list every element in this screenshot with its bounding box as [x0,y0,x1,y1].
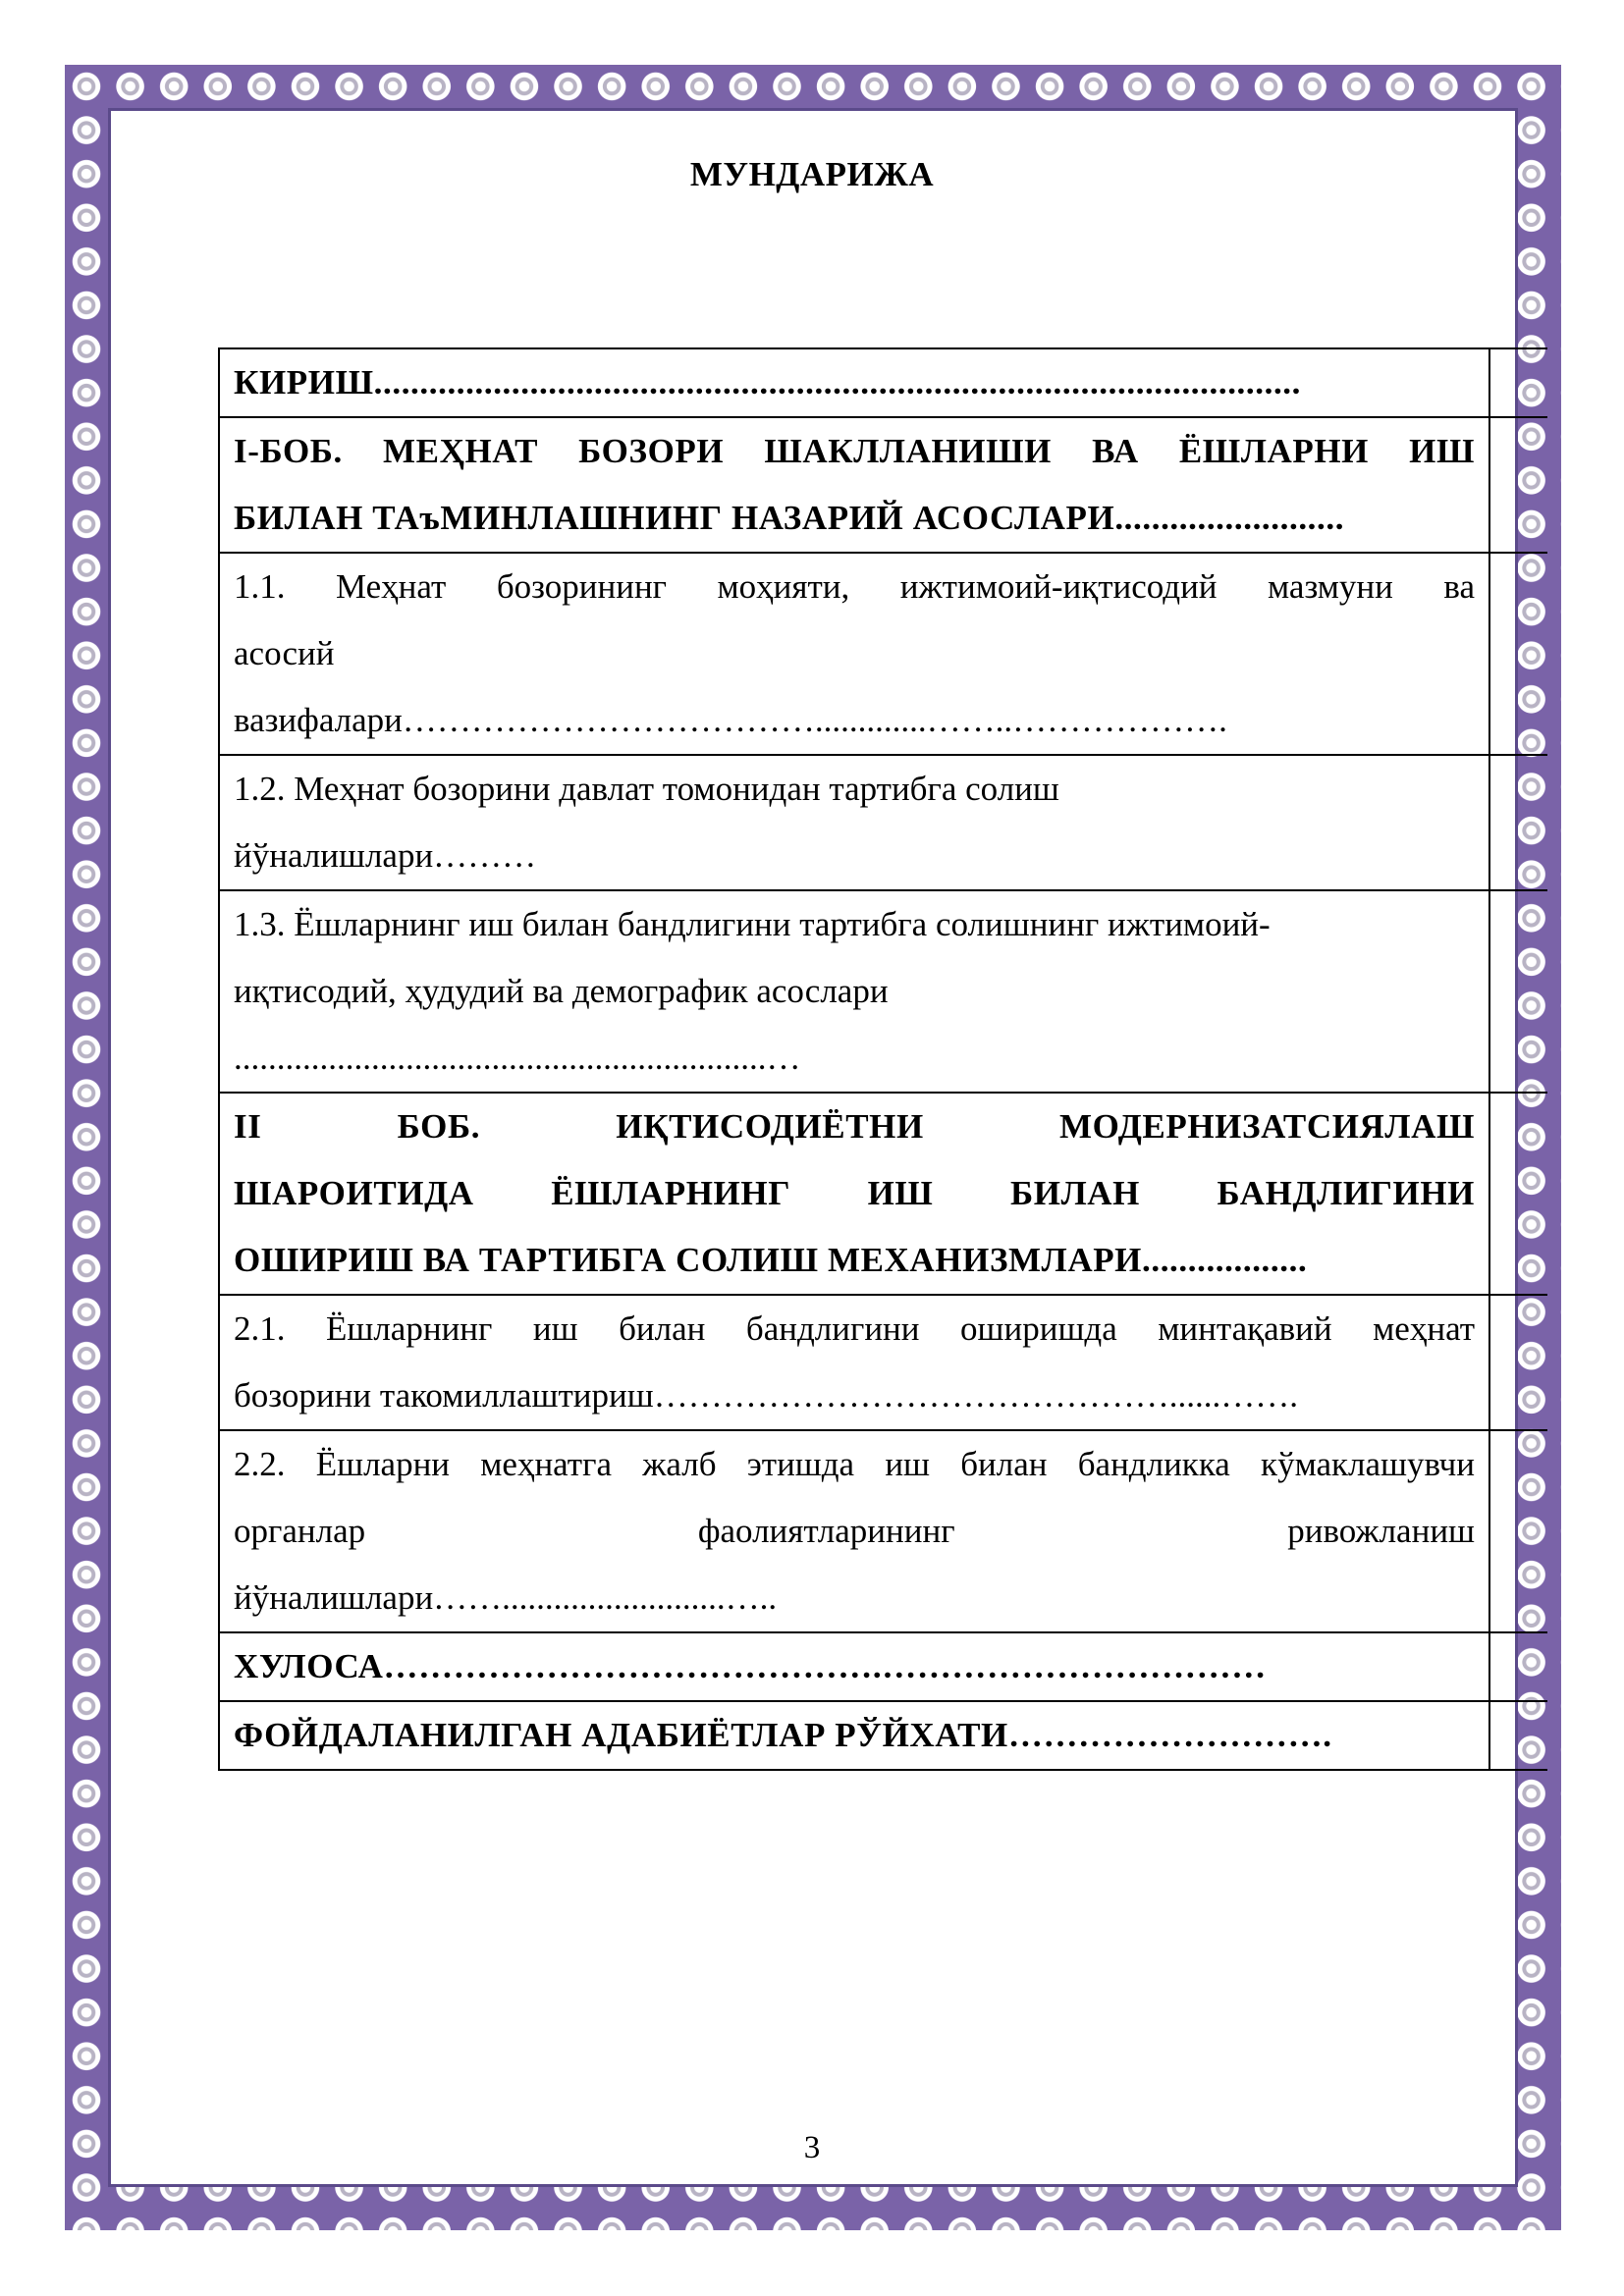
toc-line: 1.3. Ёшларнинг иш билан бандлигини тартибга солишнинг ижтимоий- [234,905,1271,943]
toc-line: БИЛАН ТАъМИНЛАШНИНГ НАЗАРИЙ АСОСЛАРИ......................... [234,499,1345,537]
toc-entry-section-1-2[interactable] [219,755,1489,890]
toc-entry-section-2-2[interactable] [219,1430,1489,1632]
toc-page-cell [1489,1295,1547,1430]
toc-row-section-1-2 [219,755,1547,890]
toc-line: вазифалари……………………………….............……..………………. [234,701,1227,739]
toc-line: 2.2. Ёшларни меҳнатга жалб этишда иш билан бандликка кўмаклашувчи [234,1445,1475,1483]
toc-line: ШАРОИТИДА ЁШЛАРНИНГ ИШ БИЛАН БАНДЛИГИНИ [234,1174,1475,1212]
toc-page-cell [1489,1430,1547,1632]
toc-line: йўналишлари……… [234,836,537,875]
toc-entry-section-2-1[interactable] [219,1295,1489,1430]
toc-page-cell [1489,1632,1547,1701]
toc-line: иқтисодий, ҳудудий ва демографик асослари [234,972,889,1010]
toc-row-section-1-3 [219,890,1547,1093]
toc-entry-chapter1[interactable] [219,417,1489,553]
toc-page-cell [1489,417,1547,553]
toc-page-cell [1489,755,1547,890]
toc-entry-intro[interactable]: КИРИШ..................................................................................................... [219,348,1489,417]
toc-line: 2.1. Ёшларнинг иш билан бандлигини оширишда минтақавий меҳнат [234,1309,1475,1348]
toc-line: ..............................................................… [234,1039,801,1077]
toc-line: II БОБ. ИҚТИСОДИЁТНИ МОДЕРНИЗАТСИЯЛАШ [234,1107,1475,1146]
toc-row-section-2-1 [219,1295,1547,1430]
toc-page-cell [1489,1701,1547,1770]
table-of-contents [218,347,1547,1771]
toc-line: ОШИРИШ ВА ТАРТИБГА СОЛИШ МЕХАНИЗМЛАРИ.................. [234,1241,1308,1279]
toc-line: 1.1. Меҳнат бозорининг моҳияти, ижтимоий-иқтисодий мазмуни ва [234,567,1475,606]
page-number: 3 [803,2130,821,2165]
toc-entry-chapter2[interactable] [219,1093,1489,1295]
toc-page-cell [1489,553,1547,755]
toc-row-section-1-1 [219,553,1547,755]
toc-line: органлар фаолиятларининг ривожланиш [234,1512,1475,1550]
toc-entry-references[interactable]: ФОЙДАЛАНИЛГАН АДАБИЁТЛАР РЎЙХАТИ………………………. [219,1701,1489,1770]
toc-row-chapter2 [219,1093,1547,1295]
toc-page-cell [1489,348,1547,417]
toc-line: бозорини такомиллаштириш………………………………………......……. [234,1376,1298,1415]
toc-entry-conclusion[interactable]: ХУЛОСА…………………………………….…………………………… [219,1632,1489,1701]
toc-line: I-БОБ. МЕҲНАТ БОЗОРИ ШАКЛЛАНИШИ ВА ЁШЛАРНИ ИШ [234,432,1475,470]
toc-page-cell [1489,890,1547,1093]
toc-row-conclusion [219,1632,1547,1701]
toc-line: йўналишлари……..........................….. [234,1578,778,1617]
toc-row-section-2-2 [219,1430,1547,1632]
toc-row-references [219,1701,1547,1770]
toc-entry-section-1-3[interactable] [219,890,1489,1093]
toc-line: асосий [234,634,335,672]
toc-row-intro [219,348,1547,417]
toc-line: 1.2. Меҳнат бозорини давлат томонидан тартибга солиш [234,770,1059,808]
toc-page-cell [1489,1093,1547,1295]
page-title: МУНДАРИЖА [689,155,935,193]
toc-entry-section-1-1[interactable] [219,553,1489,755]
toc-row-chapter1 [219,417,1547,553]
